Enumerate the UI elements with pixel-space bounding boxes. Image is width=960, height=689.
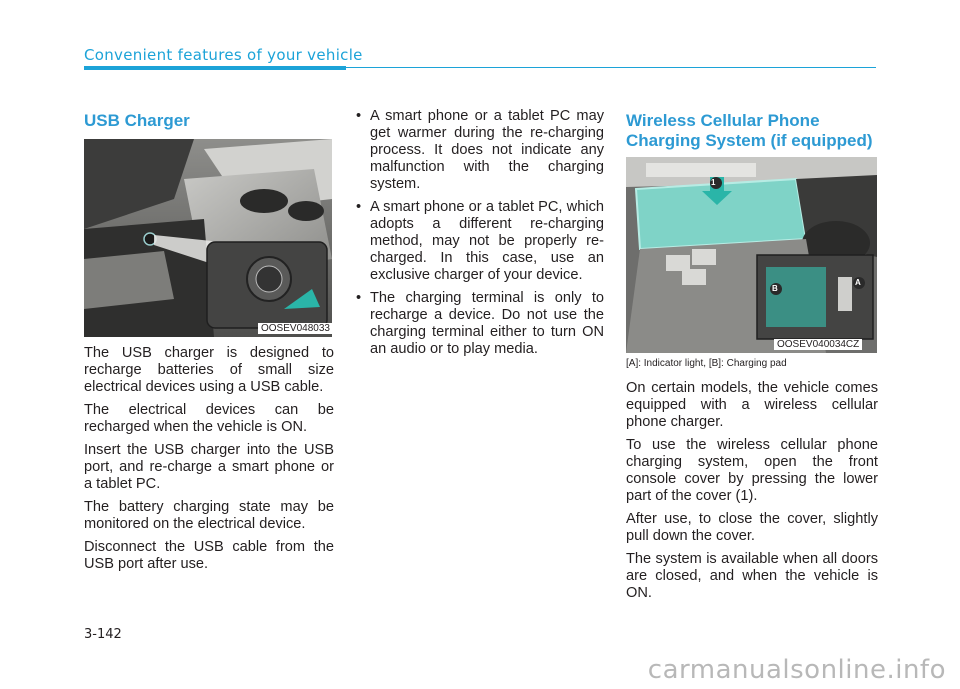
- wireless-paragraph: After use, to close the cover, slightly pull down the cover.: [626, 511, 878, 544]
- wireless-paragraph: On certain models, the vehicle comes equipped with a wireless cellular phone charger.: [626, 380, 878, 430]
- usb-paragraph: The battery charging state may be monitored on the electrical device.: [84, 499, 334, 532]
- wireless-charger-photo: [626, 157, 877, 353]
- usb-photo-code: OOSEV048033: [258, 323, 332, 334]
- callout-label-b: B: [772, 284, 778, 293]
- usb-charger-illustration: [84, 139, 332, 337]
- wireless-body-text: [626, 380, 878, 608]
- wireless-paragraph: The system is available when all doors are closed, and when the vehicle is ON.: [626, 551, 878, 601]
- wireless-title-line1: Wireless Cellular Phone: [626, 111, 820, 130]
- usb-paragraph: The USB charger is designed to recharge batteries of small size electrical devices using a USB cable.: [84, 345, 334, 395]
- note-item: [356, 290, 604, 358]
- callout-label-a: A: [855, 278, 861, 287]
- usb-paragraph: Disconnect the USB cable from the USB port after use.: [84, 539, 334, 572]
- bullet-icon: •: [356, 199, 362, 215]
- wireless-photo-code: OOSEV040034CZ: [774, 339, 862, 350]
- note-item: [356, 108, 604, 193]
- usb-charger-photo: [84, 139, 332, 337]
- usb-body-text: [84, 345, 334, 579]
- wireless-charger-illustration: [626, 157, 877, 353]
- bullet-icon: •: [356, 290, 362, 306]
- section-header-bar: [84, 66, 346, 70]
- wireless-title-line2: Charging System (if equipped): [626, 131, 873, 150]
- wireless-paragraph: To use the wireless cellular phone charging system, open the front console cover by pressing the lower part of the cover (1).: [626, 437, 878, 504]
- section-header-rule: [346, 67, 876, 68]
- usb-paragraph: Insert the USB charger into the USB port, and re-charge a smart phone or a tablet PC.: [84, 442, 334, 492]
- note-text: A smart phone or a tablet PC, which adopts a different re-charging method, may not be properly re-charged. In this case, use an exclusive charger of your device.: [370, 199, 604, 283]
- note-item: [356, 199, 604, 284]
- watermark: carmanualsonline.info: [647, 655, 946, 685]
- callout-label-1: 1: [711, 178, 716, 187]
- charging-notes: [356, 108, 604, 364]
- wireless-photo-legend: [A]: Indicator light, [B]: Charging pad: [626, 358, 787, 369]
- bullet-icon: •: [356, 108, 362, 124]
- usb-paragraph: The electrical devices can be recharged when the vehicle is ON.: [84, 402, 334, 435]
- usb-charger-title: USB Charger: [84, 111, 190, 130]
- wireless-charging-title: [626, 111, 873, 151]
- note-text: The charging terminal is only to recharge a device. Do not use the charging terminal either to turn ON an audio or to play media.: [370, 290, 604, 357]
- section-header-title: Convenient features of your vehicle: [84, 46, 363, 64]
- note-text: A smart phone or a tablet PC may get warmer during the re-charging process. It does not indicate any malfunction with the charging system.: [370, 108, 604, 192]
- page-number: 3-142: [84, 627, 122, 642]
